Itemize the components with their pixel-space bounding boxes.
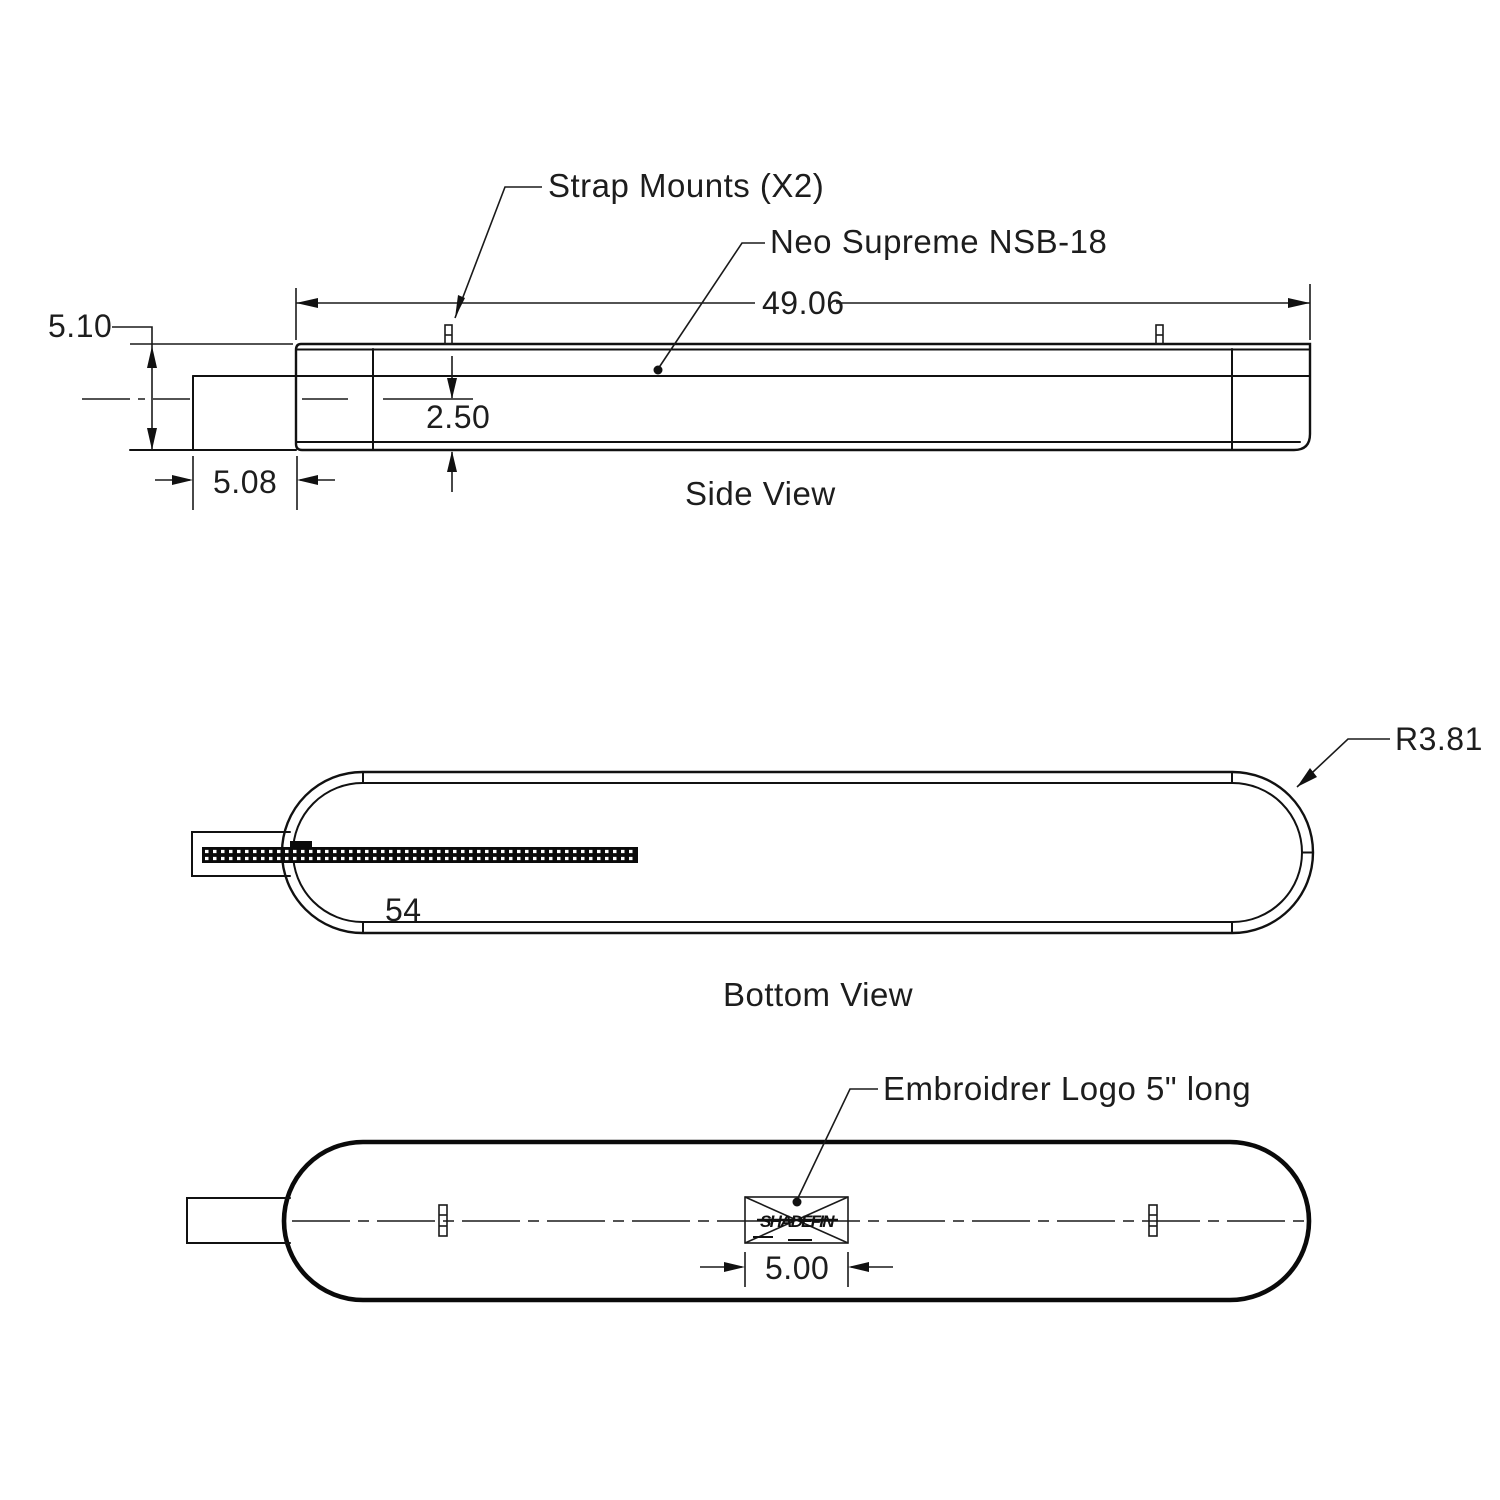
dim-bottom-thickness-text: 2.50 (426, 399, 491, 435)
zipper-slider (290, 841, 312, 848)
dim-tab-length-text: 5.08 (213, 464, 278, 500)
dim-logo-length (700, 1250, 893, 1287)
side-view (48, 167, 1310, 512)
bottom-view-caption: Bottom View (723, 976, 914, 1013)
dim-overall-height-text: 5.10 (48, 308, 113, 344)
callout-strap-mounts-text: Strap Mounts (X2) (548, 167, 825, 204)
front-view (187, 1070, 1309, 1300)
bottom-zipper (202, 841, 638, 863)
logo-text: SHADEFIN (760, 1212, 835, 1231)
side-view-caption: Side View (685, 475, 836, 512)
dim-end-radius-text: R3.81 (1395, 721, 1483, 757)
front-tab-outline (187, 1198, 290, 1243)
callout-logo (793, 1070, 1252, 1207)
dim-length-54-text: 54 (385, 892, 422, 928)
dim-logo-length-text: 5.00 (765, 1250, 830, 1286)
bottom-view (192, 721, 1483, 1013)
dim-overall-length (296, 284, 1310, 340)
callout-end-radius (1297, 721, 1483, 787)
callout-logo-text: Embroidrer Logo 5" long (883, 1070, 1252, 1107)
side-strap-pin-left (445, 325, 452, 344)
callout-material-text: Neo Supreme NSB-18 (770, 223, 1108, 260)
callout-material (654, 223, 1108, 375)
dim-overall-length-text: 49.06 (762, 285, 845, 321)
dim-tab-length (155, 456, 335, 510)
side-strap-pin-right (1156, 325, 1163, 344)
dim-overall-height (48, 308, 293, 450)
